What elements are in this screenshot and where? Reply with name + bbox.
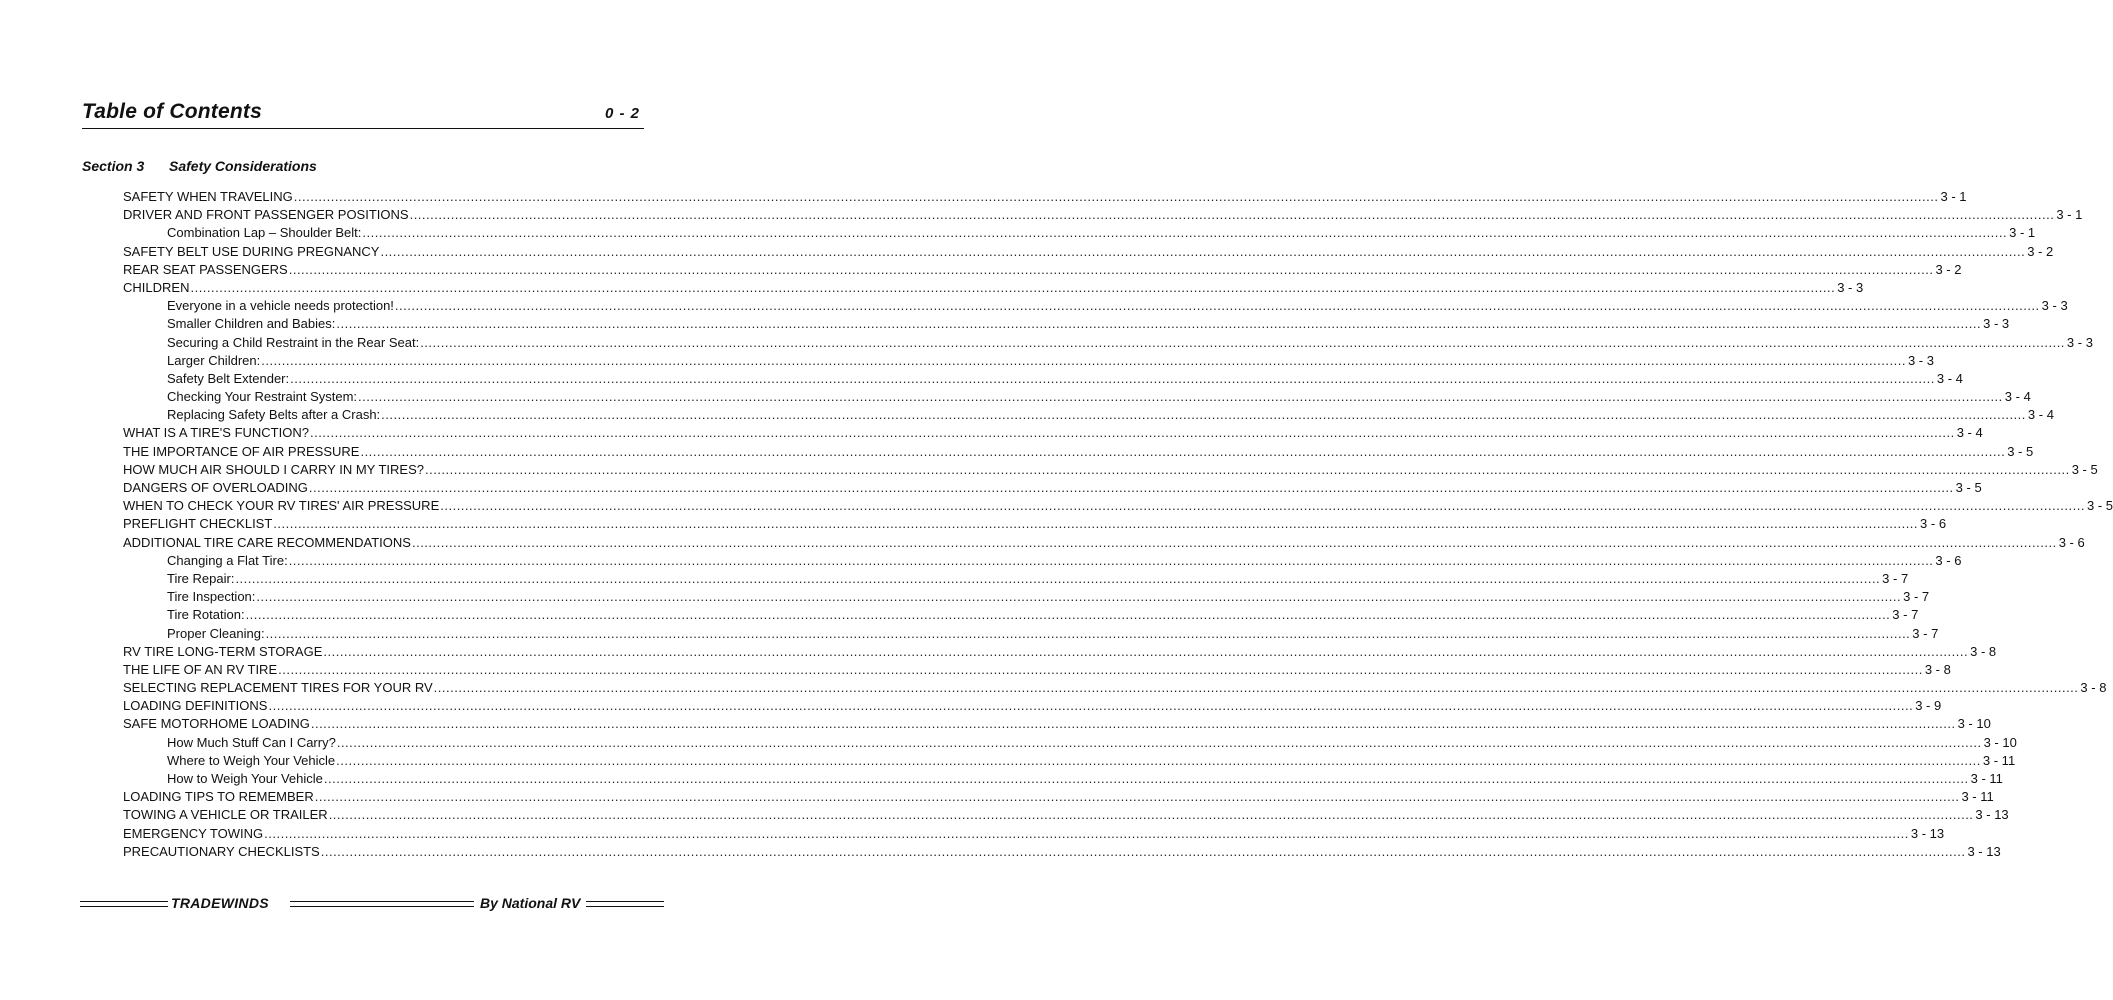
- toc-dot-leader: ................................................................................................................................................................................................................................................................................................................................................................................................................: [323, 771, 1969, 786]
- toc-entry-page: 3 - 1: [1940, 189, 1967, 204]
- footer-brand: TRADEWINDS: [171, 895, 269, 911]
- toc-entry-title: Changing a Flat Tire:: [167, 552, 288, 568]
- toc-entry: [123, 424, 1983, 442]
- toc-entry-page: 3 - 5: [2071, 461, 2098, 477]
- toc-entry: [123, 243, 2054, 261]
- toc-entry: [123, 297, 2068, 315]
- toc-entry: [123, 625, 1939, 643]
- toc-entry-page: 3 - 11: [1961, 789, 1994, 805]
- toc-entry-page: 3 - 7: [1882, 570, 1909, 586]
- toc-dot-leader: ................................................................................................................................................................................................................................................................................................................................................................................................................: [309, 425, 1955, 441]
- toc-entry: [123, 806, 2009, 824]
- toc-entry-title: Where to Weigh Your Vehicle: [167, 752, 336, 768]
- toc-entry-page: 3 - 4: [1956, 425, 1983, 441]
- toc-entry-page: 3 - 5: [1955, 480, 1982, 495]
- toc-entry-page: 3 - 10: [1983, 734, 2017, 750]
- footer-maker: By National RV: [480, 895, 581, 911]
- toc-entry-page: 3 - 3: [2041, 298, 2068, 314]
- toc-dot-leader: ................................................................................................................................................................................................................................................................................................................................................................................................................: [411, 534, 2057, 550]
- toc-entry-page: 3 - 5: [2086, 498, 2113, 514]
- toc-entry: [123, 479, 1982, 497]
- toc-list: [123, 188, 2113, 861]
- toc-entry-page: 3 - 1: [2009, 225, 2036, 241]
- toc-entry: [123, 570, 1909, 588]
- toc-dot-leader: ................................................................................................................................................................................................................................................................................................................................................................................................................: [328, 807, 1974, 823]
- toc-entry-title: DRIVER AND FRONT PASSENGER POSITIONS: [123, 207, 409, 223]
- toc-entry: [123, 788, 1994, 806]
- toc-entry-title: SAFE MOTORHOME LOADING: [123, 716, 310, 732]
- toc-entry-page: 3 - 10: [1957, 716, 1991, 732]
- toc-dot-leader: ................................................................................................................................................................................................................................................................................................................................................................................................................: [336, 734, 1982, 750]
- toc-entry-title: Smaller Children and Babies:: [167, 316, 336, 332]
- toc-entry: [123, 770, 2003, 788]
- toc-dot-leader: ................................................................................................................................................................................................................................................................................................................................................................................................................: [268, 698, 1914, 714]
- toc-entry-page: 3 - 8: [2080, 680, 2107, 696]
- toc-entry-title: Tire Repair:: [167, 570, 235, 586]
- toc-entry: [123, 370, 1963, 388]
- toc-entry-page: 3 - 6: [1920, 516, 1947, 532]
- toc-entry: [123, 843, 2001, 861]
- toc-entry: [123, 315, 2010, 333]
- toc-entry-page: 3 - 9: [1915, 698, 1942, 714]
- toc-entry-title: WHEN TO CHECK YOUR RV TIRES' AIR PRESSURE: [123, 498, 440, 514]
- footer-rule-middle: [290, 901, 474, 907]
- toc-entry-page: 3 - 4: [1936, 370, 1963, 386]
- toc-entry-title: How to Weigh Your Vehicle: [167, 771, 323, 786]
- toc-dot-leader: ................................................................................................................................................................................................................................................................................................................................................................................................................: [362, 225, 2008, 241]
- toc-entry: [123, 206, 2083, 224]
- section-label: Section 3: [82, 158, 145, 174]
- toc-dot-leader: ................................................................................................................................................................................................................................................................................................................................................................................................................: [336, 316, 1982, 332]
- toc-entry: [123, 406, 2054, 424]
- page-number: 0 - 2: [604, 105, 640, 122]
- toc-entry-title: THE LIFE OF AN RV TIRE: [123, 661, 278, 677]
- toc-dot-leader: ................................................................................................................................................................................................................................................................................................................................................................................................................: [323, 643, 1969, 659]
- toc-entry-page: 3 - 3: [2066, 334, 2093, 350]
- toc-dot-leader: ................................................................................................................................................................................................................................................................................................................................................................................................................: [394, 298, 2040, 314]
- toc-entry-title: Replacing Safety Belts after a Crash:: [167, 407, 381, 423]
- toc-dot-leader: ................................................................................................................................................................................................................................................................................................................................................................................................................: [424, 461, 2070, 477]
- toc-dot-leader: ................................................................................................................................................................................................................................................................................................................................................................................................................: [310, 716, 1956, 732]
- toc-entry: [123, 461, 2098, 479]
- toc-entry-page: 3 - 13: [1975, 807, 2009, 823]
- toc-entry: [123, 515, 1947, 533]
- toc-entry-page: 3 - 8: [1970, 643, 1997, 659]
- toc-entry-page: 3 - 2: [1935, 261, 1962, 277]
- toc-entry-title: CHILDREN: [123, 279, 190, 295]
- toc-dot-leader: ................................................................................................................................................................................................................................................................................................................................................................................................................: [273, 516, 1919, 532]
- toc-entry-page: 3 - 11: [1982, 752, 2016, 768]
- toc-entry-page: 3 - 3: [1983, 316, 2010, 332]
- page-header: [82, 100, 644, 129]
- toc-dot-leader: ................................................................................................................................................................................................................................................................................................................................................................................................................: [380, 243, 2026, 259]
- toc-entry-page: 3 - 3: [1907, 352, 1934, 368]
- toc-entry: [123, 606, 1919, 624]
- toc-dot-leader: ................................................................................................................................................................................................................................................................................................................................................................................................................: [409, 207, 2055, 223]
- toc-entry-page: 3 - 7: [1892, 607, 1919, 623]
- toc-entry-title: PREFLIGHT CHECKLIST: [123, 516, 273, 532]
- toc-dot-leader: ................................................................................................................................................................................................................................................................................................................................................................................................................: [264, 825, 1909, 841]
- toc-entry-title: PRECAUTIONARY CHECKLISTS: [123, 843, 320, 859]
- toc-dot-leader: ................................................................................................................................................................................................................................................................................................................................................................................................................: [256, 589, 1902, 605]
- toc-entry: [123, 588, 1930, 606]
- toc-entry: [123, 697, 1942, 715]
- toc-entry: [123, 715, 1991, 733]
- toc-dot-leader: ................................................................................................................................................................................................................................................................................................................................................................................................................: [235, 570, 1881, 586]
- toc-entry: [123, 224, 2036, 242]
- toc-entry-page: 3 - 4: [2004, 389, 2031, 405]
- section-title: Safety Considerations: [169, 158, 317, 174]
- toc-dot-leader: ................................................................................................................................................................................................................................................................................................................................................................................................................: [440, 498, 2085, 514]
- toc-entry-title: LOADING TIPS TO REMEMBER: [123, 789, 314, 805]
- toc-dot-leader: ................................................................................................................................................................................................................................................................................................................................................................................................................: [320, 843, 1966, 859]
- toc-entry-title: SAFETY WHEN TRAVELING: [123, 189, 293, 204]
- toc-dot-leader: ................................................................................................................................................................................................................................................................................................................................................................................................................: [265, 625, 1911, 641]
- toc-dot-leader: ................................................................................................................................................................................................................................................................................................................................................................................................................: [261, 352, 1906, 368]
- toc-entry-page: 3 - 3: [1837, 279, 1864, 295]
- toc-entry: [123, 825, 1945, 843]
- toc-entry-title: Combination Lap – Shoulder Belt:: [167, 225, 362, 241]
- toc-entry-title: LOADING DEFINITIONS: [123, 698, 268, 714]
- toc-entry-title: REAR SEAT PASSENGERS: [123, 261, 288, 277]
- toc-entry: [123, 352, 1934, 370]
- footer-rule-left: [80, 901, 168, 907]
- toc-entry: [123, 552, 1962, 570]
- toc-entry-title: SAFETY BELT USE DURING PREGNANCY: [123, 243, 380, 259]
- toc-entry-title: THE IMPORTANCE OF AIR PRESSURE: [123, 443, 360, 459]
- toc-entry: [123, 752, 2016, 770]
- toc-entry-title: TOWING A VEHICLE OR TRAILER: [123, 807, 328, 823]
- toc-entry-title: DANGERS OF OVERLOADING: [123, 480, 308, 495]
- toc-entry-title: Safety Belt Extender:: [167, 370, 290, 386]
- toc-entry: [123, 679, 2107, 697]
- toc-dot-leader: ................................................................................................................................................................................................................................................................................................................................................................................................................: [381, 407, 2026, 423]
- toc-entry: [123, 188, 1967, 206]
- toc-entry-page: 3 - 13: [1967, 843, 2001, 859]
- toc-entry-page: 3 - 7: [1903, 589, 1930, 605]
- toc-entry-title: RV TIRE LONG-TERM STORAGE: [123, 643, 323, 659]
- toc-dot-leader: ................................................................................................................................................................................................................................................................................................................................................................................................................: [358, 389, 2003, 405]
- toc-dot-leader: ................................................................................................................................................................................................................................................................................................................................................................................................................: [308, 480, 1954, 495]
- toc-entry: [123, 443, 2034, 461]
- toc-entry-page: 3 - 4: [2027, 407, 2054, 423]
- toc-entry: [123, 279, 1864, 297]
- toc-entry: [123, 261, 1962, 279]
- toc-dot-leader: ................................................................................................................................................................................................................................................................................................................................................................................................................: [290, 370, 1935, 386]
- toc-entry-page: 3 - 5: [2007, 443, 2034, 459]
- toc-entry-title: EMERGENCY TOWING: [123, 825, 264, 841]
- toc-entry-page: 3 - 6: [1935, 552, 1962, 568]
- toc-entry-page: 3 - 1: [2056, 207, 2083, 223]
- toc-entry: [123, 497, 2113, 515]
- toc-dot-leader: ................................................................................................................................................................................................................................................................................................................................................................................................................: [288, 552, 1934, 568]
- toc-entry: [123, 661, 1951, 679]
- toc-entry-title: ADDITIONAL TIRE CARE RECOMMENDATIONS: [123, 534, 411, 550]
- toc-dot-leader: ................................................................................................................................................................................................................................................................................................................................................................................................................: [245, 607, 1891, 623]
- toc-entry-title: Everyone in a vehicle needs protection!: [167, 298, 394, 314]
- toc-dot-leader: ................................................................................................................................................................................................................................................................................................................................................................................................................: [336, 752, 1981, 768]
- toc-entry-page: 3 - 8: [1924, 661, 1951, 677]
- toc-entry-page: 3 - 7: [1912, 625, 1939, 641]
- toc-dot-leader: ................................................................................................................................................................................................................................................................................................................................................................................................................: [278, 661, 1923, 677]
- toc-dot-leader: ................................................................................................................................................................................................................................................................................................................................................................................................................: [433, 680, 2079, 696]
- toc-entry-title: Proper Cleaning:: [167, 625, 265, 641]
- footer-rule-right: [586, 901, 664, 907]
- toc-entry-title: HOW MUCH AIR SHOULD I CARRY IN MY TIRES?: [123, 461, 424, 477]
- toc-entry: [123, 334, 2093, 352]
- toc-entry-page: 3 - 6: [2058, 534, 2085, 550]
- toc-entry: [123, 388, 2031, 406]
- toc-entry-title: Tire Inspection:: [167, 589, 256, 605]
- toc-entry-page: 3 - 2: [2027, 243, 2054, 259]
- toc-dot-leader: ................................................................................................................................................................................................................................................................................................................................................................................................................: [190, 279, 1836, 295]
- toc-entry-title: WHAT IS A TIRE'S FUNCTION?: [123, 425, 309, 441]
- page-footer: [80, 893, 664, 917]
- toc-dot-leader: ................................................................................................................................................................................................................................................................................................................................................................................................................: [288, 261, 1934, 277]
- toc-entry-title: Tire Rotation:: [167, 607, 245, 623]
- toc-entry-title: Larger Children:: [167, 352, 261, 368]
- toc-dot-leader: ................................................................................................................................................................................................................................................................................................................................................................................................................: [420, 334, 2065, 350]
- toc-entry: [123, 643, 1997, 661]
- page-title: Table of Contents: [82, 100, 262, 123]
- toc-entry-title: SELECTING REPLACEMENT TIRES FOR YOUR RV: [123, 680, 433, 696]
- toc-entry-page: 3 - 13: [1910, 825, 1945, 841]
- toc-entry-page: 3 - 11: [1970, 771, 2003, 786]
- toc-entry-title: How Much Stuff Can I Carry?: [167, 734, 336, 750]
- toc-entry: [123, 734, 2017, 752]
- toc-entry-title: Checking Your Restraint System:: [167, 389, 358, 405]
- section-heading: [82, 158, 317, 174]
- toc-dot-leader: ................................................................................................................................................................................................................................................................................................................................................................................................................: [314, 789, 1960, 805]
- toc-dot-leader: ................................................................................................................................................................................................................................................................................................................................................................................................................: [293, 189, 1939, 204]
- toc-entry-title: Securing a Child Restraint in the Rear Seat:: [167, 334, 420, 350]
- toc-entry: [123, 534, 2085, 552]
- toc-dot-leader: ................................................................................................................................................................................................................................................................................................................................................................................................................: [360, 443, 2006, 459]
